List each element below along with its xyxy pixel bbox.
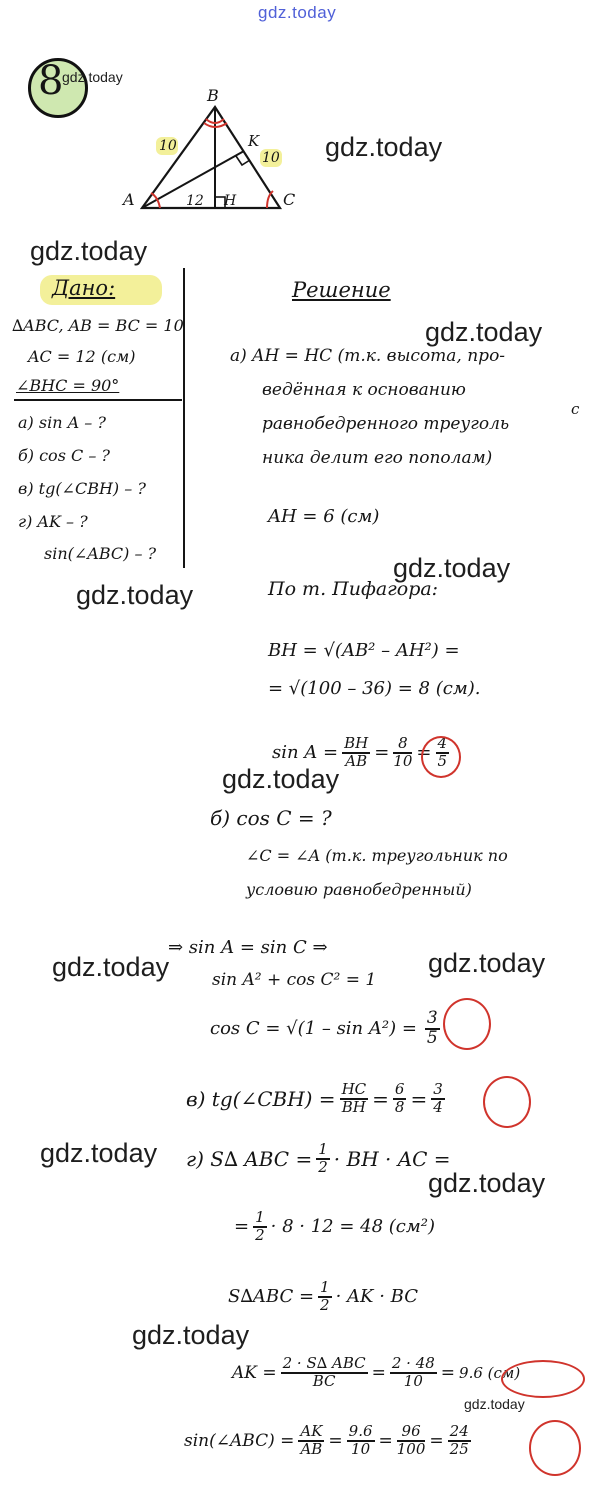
solution-a-mark: с: [571, 400, 580, 418]
sin-a-answer-circle: [421, 736, 461, 778]
question-b: б) cos C – ?: [18, 446, 110, 465]
side-bc-label: 10: [262, 150, 280, 166]
pythagoras-label: По т. Пифагора:: [268, 578, 439, 600]
watermark-2: gdz.today: [30, 236, 148, 266]
sin-a-frac-2-num: 8: [393, 736, 412, 754]
watermark-5: gdz.today: [393, 553, 511, 583]
question-g-2: sin(∠ABC) – ?: [44, 544, 157, 563]
tg-frac-1-den: BH: [341, 1097, 366, 1116]
bh-line-2: = √(100 – 36) = 8 (см).: [268, 678, 481, 699]
solution-a-line-4: ника делит его пополам): [262, 448, 493, 468]
ak-lhs: AK =: [232, 1362, 277, 1383]
sin-abc-frac-2-den: 10: [351, 1439, 371, 1458]
given-vertical-divider: [183, 268, 185, 568]
cos-c-result-num: 3: [426, 1008, 438, 1028]
cos-c-result-den: 5: [426, 1027, 438, 1048]
sin-abc-frac-3-num: 96: [397, 1424, 426, 1442]
bh-line-1: BH = √(AB² – AH²) =: [268, 640, 460, 661]
side-ac-label: 12: [186, 193, 204, 209]
solution-a-line-2: ведённая к основанию: [262, 380, 466, 400]
part-b-question: б) cos C = ?: [210, 806, 332, 830]
sin-a-result-num: 4: [437, 734, 448, 752]
problem-number: 8: [38, 58, 64, 104]
sin-a-frac-1-num: BH: [344, 734, 369, 752]
area-3-rhs: · AK · BC: [335, 1286, 418, 1308]
vertex-b-label: B: [207, 86, 219, 105]
area-1-frac-den: 2: [318, 1157, 328, 1176]
tg-frac-1-num: HC: [341, 1080, 367, 1098]
watermark-11: gdz.today: [132, 1320, 250, 1350]
part-b-line-2: условию равнобедренный): [246, 880, 472, 899]
ak-result: 9.6 (см): [459, 1363, 521, 1382]
watermark-12: gdz.today: [464, 1396, 525, 1412]
watermark-top: gdz.today: [258, 3, 337, 22]
tg-answer-circle: [483, 1076, 531, 1128]
given-line-3: ∠BHC = 90°: [16, 376, 120, 395]
area-equation-2: [234, 1210, 435, 1244]
sin-abc-frac-1-den: AB: [300, 1439, 323, 1458]
vertex-c-label: C: [283, 190, 296, 209]
sin-a-frac-2-den: 10: [393, 751, 413, 770]
tg-result-num: 3: [433, 1080, 443, 1098]
sin-a-frac-1-den: AB: [345, 751, 368, 770]
sin-abc-answer-circle: [529, 1420, 581, 1476]
question-g: г) AK – ?: [18, 512, 88, 531]
sin-abc-result-den: 25: [449, 1439, 469, 1458]
ak-frac-2-num: 2 · 48: [391, 1354, 435, 1372]
tg-result-den: 4: [433, 1097, 443, 1116]
sin-abc-frac-2-num: 9.6: [348, 1422, 373, 1440]
sin-abc-result-num: 24: [449, 1422, 469, 1440]
sin-abc-frac-1-num: AK: [300, 1422, 323, 1440]
solution-a-line-3: равнобедренного треуголь: [262, 414, 510, 434]
tg-frac-2-num: 6: [394, 1080, 405, 1098]
area-3-frac-den: 2: [320, 1295, 330, 1314]
area-3-lhs: S∆ABC =: [228, 1286, 315, 1308]
sin-abc-frac-3-den: 100: [396, 1439, 426, 1458]
part-b-identity: sin A² + cos C² = 1: [212, 970, 377, 990]
ak-frac-1-den: BC: [312, 1371, 336, 1390]
sin-a-result-den: 5: [437, 751, 448, 770]
part-b-line-1: ∠C = ∠A (т.к. треугольник по: [246, 846, 508, 865]
watermark-9: gdz.today: [40, 1138, 158, 1168]
watermark-10: gdz.today: [428, 1168, 546, 1198]
area-1-lhs: г) S∆ ABC =: [186, 1146, 313, 1171]
sin-a-lhs: sin A =: [272, 742, 339, 764]
question-v: в) tg(∠CBH) – ?: [18, 479, 146, 498]
given-line-2: AC = 12 (см): [28, 347, 136, 366]
tg-equation: в) tg(∠CBH) = $\frac{HC}{BH}$ = $\frac{6}{8}$ = $\frac{3}{4}$: [186, 1080, 443, 1116]
watermark-6: gdz.today: [222, 764, 340, 794]
sin-a-equation: sin A = $\frac{BH}{AB}$ = $\frac{8}{10}$ = $\frac{4}{5}$: [272, 734, 448, 770]
watermark-4: gdz.today: [425, 317, 543, 347]
cos-c-answer-circle: [443, 998, 491, 1050]
watermark-7: gdz.today: [52, 952, 170, 982]
ak-equation: AK = $\frac{\text{2 · S∆ ABC}}{BC}$ = $\frac{2 \cdot 48}{10}$ = 9.6 (см): [232, 1354, 521, 1390]
ak-frac-1-num: 2 · S∆ ABC: [282, 1354, 366, 1372]
watermark-8: gdz.today: [428, 948, 546, 978]
area-3-frac-num: 1: [320, 1278, 330, 1296]
sin-abc-equation: sin(∠ABC) = $\frac{AK}{AB}$ = $\frac{9.6}{10}$ = $\frac{96}{100}$ = $\frac{24}{25}$: [184, 1422, 469, 1458]
vertex-a-label: A: [123, 190, 135, 209]
area-2-frac-num: 1: [255, 1208, 265, 1226]
point-h-label: H: [224, 193, 237, 209]
given-title: Дано:: [52, 276, 116, 300]
cos-c-lhs: cos C = √(1 – sin A²) =: [210, 1018, 417, 1040]
area-2-lhs: =: [234, 1216, 250, 1238]
solution-a-line-1: а) AH = HC (т.к. высота, про-: [230, 346, 506, 366]
watermark-3: gdz.today: [76, 580, 194, 610]
area-equation-3: [228, 1280, 418, 1314]
area-2-frac-den: 2: [255, 1225, 265, 1244]
watermark-1: gdz.today: [325, 132, 443, 162]
part-b-implication: ⇒ sin A = sin C ⇒: [168, 937, 328, 958]
solution-title: Решение: [292, 278, 391, 302]
tg-frac-2-den: 8: [394, 1097, 405, 1116]
area-1-rhs: · BH · AC =: [333, 1146, 451, 1171]
side-ab-label: 10: [159, 138, 177, 154]
given-horizontal-divider: [14, 399, 182, 401]
given-line-1: ∆ABC, AB = BC = 10: [12, 316, 184, 335]
cos-c-equation: [210, 1010, 444, 1048]
ak-answer-circle: [501, 1360, 585, 1398]
point-k-label: K: [248, 132, 260, 150]
area-1-frac-num: 1: [318, 1140, 328, 1158]
watermark-badge: gdz.today: [62, 69, 123, 85]
area-equation-1: [186, 1142, 451, 1176]
area-2-rhs: · 8 · 12 = 48 (см²): [270, 1216, 436, 1238]
sin-abc-lhs: sin(∠ABC) =: [184, 1430, 295, 1451]
question-a: а) sin A – ?: [18, 413, 106, 432]
ah-result: AH = 6 (см): [268, 506, 380, 527]
tg-lhs: в) tg(∠CBH) =: [186, 1086, 336, 1111]
ak-frac-2-den: 10: [403, 1371, 423, 1390]
